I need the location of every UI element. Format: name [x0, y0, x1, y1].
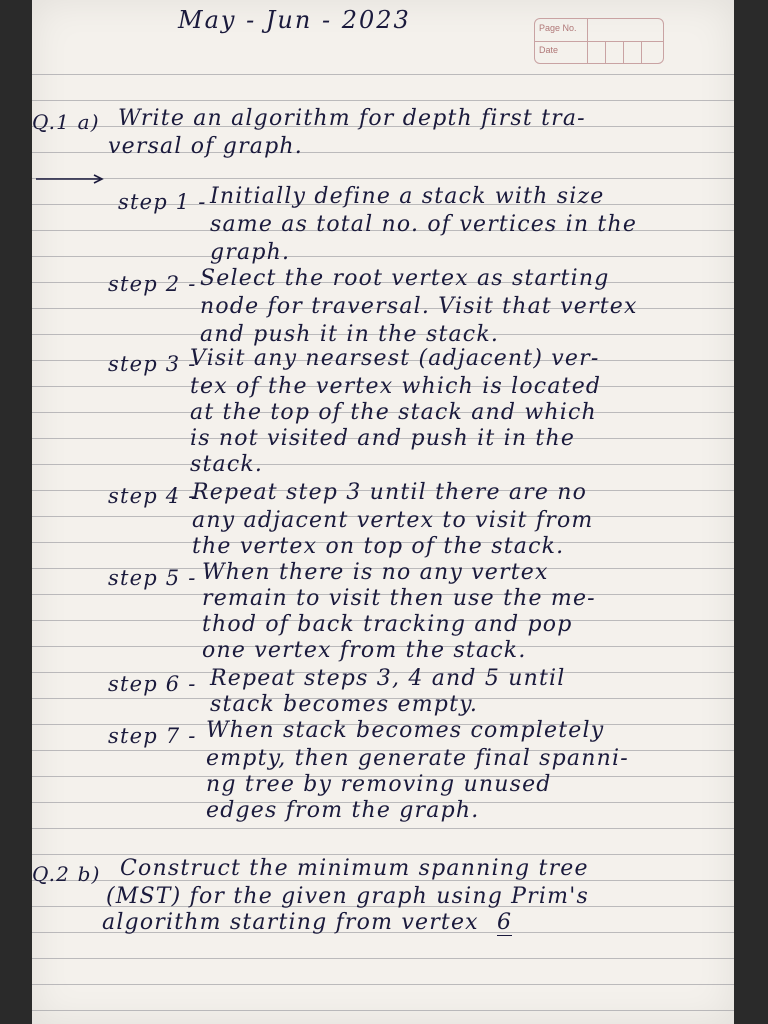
step-5-label: step 5 - [108, 566, 197, 590]
q2-line2: (MST) for the given graph using Prim's [106, 884, 589, 909]
step-3-line: Visit any nearsest (adjacent) ver- [190, 346, 600, 371]
q2-line3-prefix: algorithm starting from vertex [102, 910, 479, 935]
step-6-label: step 6 - [108, 672, 197, 696]
step-1-label: step 1 - [118, 190, 207, 214]
step-4-label: step 4 - [108, 484, 197, 508]
date-cell [605, 41, 606, 63]
step-3-line: is not visited and push it in the [190, 426, 576, 451]
ruled-line [32, 100, 734, 101]
date-row [535, 41, 663, 63]
page-no-cell [587, 19, 588, 41]
step-7-line: empty, then generate final spanni- [206, 746, 629, 771]
date-cell [641, 41, 642, 63]
q2-line1: Construct the minimum spanning tree [120, 856, 589, 881]
step-7-line: When stack becomes completely [206, 718, 605, 743]
step-3-label: step 3 - [108, 352, 197, 376]
arrow-icon [36, 174, 104, 184]
step-1-line: graph. [210, 240, 291, 265]
step-5-line: one vertex from the stack. [202, 638, 527, 663]
step-3-line: tex of the vertex which is located [190, 374, 602, 399]
step-6-line: Repeat steps 3, 4 and 5 until [210, 666, 566, 691]
ruled-line [32, 854, 734, 855]
page-no-date-box [534, 18, 664, 64]
notebook-page [32, 0, 734, 1024]
step-4-line: the vertex on top of the stack. [192, 534, 565, 559]
q1-label: Q.1 a) [32, 110, 100, 134]
date-cell [587, 41, 588, 63]
step-4-line: Repeat step 3 until there are no [192, 480, 588, 505]
step-5-line: When there is no any vertex [202, 560, 549, 585]
q2-label: Q.2 b) [32, 862, 101, 886]
ruled-line [32, 464, 734, 465]
step-2-line: and push it in the stack. [200, 322, 500, 347]
step-6-line: stack becomes empty. [210, 692, 479, 717]
ruled-line [32, 256, 734, 257]
header-date: May - Jun - 2023 [178, 6, 411, 34]
step-3-line: at the top of the stack and which [190, 400, 597, 425]
step-3-line: stack. [190, 452, 264, 477]
ruled-line [32, 828, 734, 829]
step-2-label: step 2 - [108, 272, 197, 296]
step-1-line: same as total no. of vertices in the [210, 212, 638, 237]
ruled-line [32, 178, 734, 179]
date-cell [623, 41, 624, 63]
step-5-line: remain to visit then use the me- [202, 586, 596, 611]
q2-line3 [102, 910, 512, 935]
step-1-line: Initially define a stack with size [210, 184, 605, 209]
q2-vertex: 6 [496, 910, 513, 935]
step-4-line: any adjacent vertex to visit from [192, 508, 594, 533]
step-7-line: edges from the graph. [206, 798, 480, 823]
q1-prompt-line2: versal of graph. [108, 134, 303, 159]
date-label: Date [539, 45, 559, 55]
step-2-line: node for traversal. Visit that vertex [200, 294, 638, 319]
ruled-line [32, 958, 734, 959]
q1-prompt-line1: Write an algorithm for depth first tra- [118, 106, 586, 131]
page-no-label: Page No. [539, 23, 577, 33]
ruled-line [32, 1010, 734, 1011]
step-2-line: Select the root vertex as starting [200, 266, 610, 291]
step-7-line: ng tree by removing unused [206, 772, 552, 797]
page-no-row [535, 19, 663, 42]
step-5-line: thod of back tracking and pop [202, 612, 573, 637]
step-7-label: step 7 - [108, 724, 197, 748]
ruled-line [32, 984, 734, 985]
ruled-line [32, 74, 734, 75]
